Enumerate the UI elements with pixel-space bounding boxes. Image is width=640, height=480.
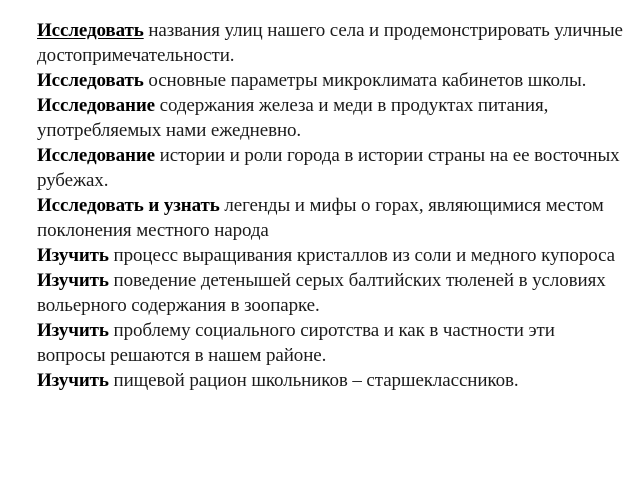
topic-item-iron-copper [37,93,627,143]
topic-text: пищевой рацион школьников – старшеклассников. [108,370,519,391]
topic-verb: Изучить [37,270,109,291]
topic-verb: Изучить [37,245,109,266]
topic-text: проблему социального сиротства и как в частности эти вопросы решаются в нашем районе. [37,320,555,366]
topic-item-city-history [37,143,627,193]
topic-verb: Исследование [37,95,156,116]
topic-list [37,18,627,393]
topic-verb: Изучить [37,320,109,341]
topic-text: основные параметры микроклимата кабинетов школы. [143,70,587,91]
topic-item-seals [37,268,627,318]
topic-verb: Исследовать и узнать [37,195,220,216]
topic-item-microclimate [37,68,627,93]
topic-verb: Исследовать [37,70,144,91]
topic-item-orphanhood [37,318,627,368]
topic-text: истории и роли города в истории страны на ее восточных рубежах. [37,145,620,191]
topic-text: легенды и мифы о горах, являющимися местом поклонения местного народа [37,195,604,241]
topic-item-street-names [37,18,627,68]
topic-verb: Исследование [37,145,156,166]
topic-text: поведение детенышей серых балтийских тюленей в условиях вольерного содержания в зоопарке. [37,270,606,316]
topic-item-crystals [37,243,627,268]
topic-verb: Изучить [37,370,109,391]
topic-item-diet [37,368,627,393]
topic-text: процесс выращивания кристаллов из соли и медного купороса [108,245,616,266]
topic-verb: Исследовать [37,20,144,41]
topic-item-mountain-legends [37,193,627,243]
topic-text: содержания железа и меди в продуктах питания, употребляемых нами ежедневно. [37,95,549,141]
topic-text: названия улиц нашего села и продемонстрировать уличные достопримечательности. [37,20,623,66]
